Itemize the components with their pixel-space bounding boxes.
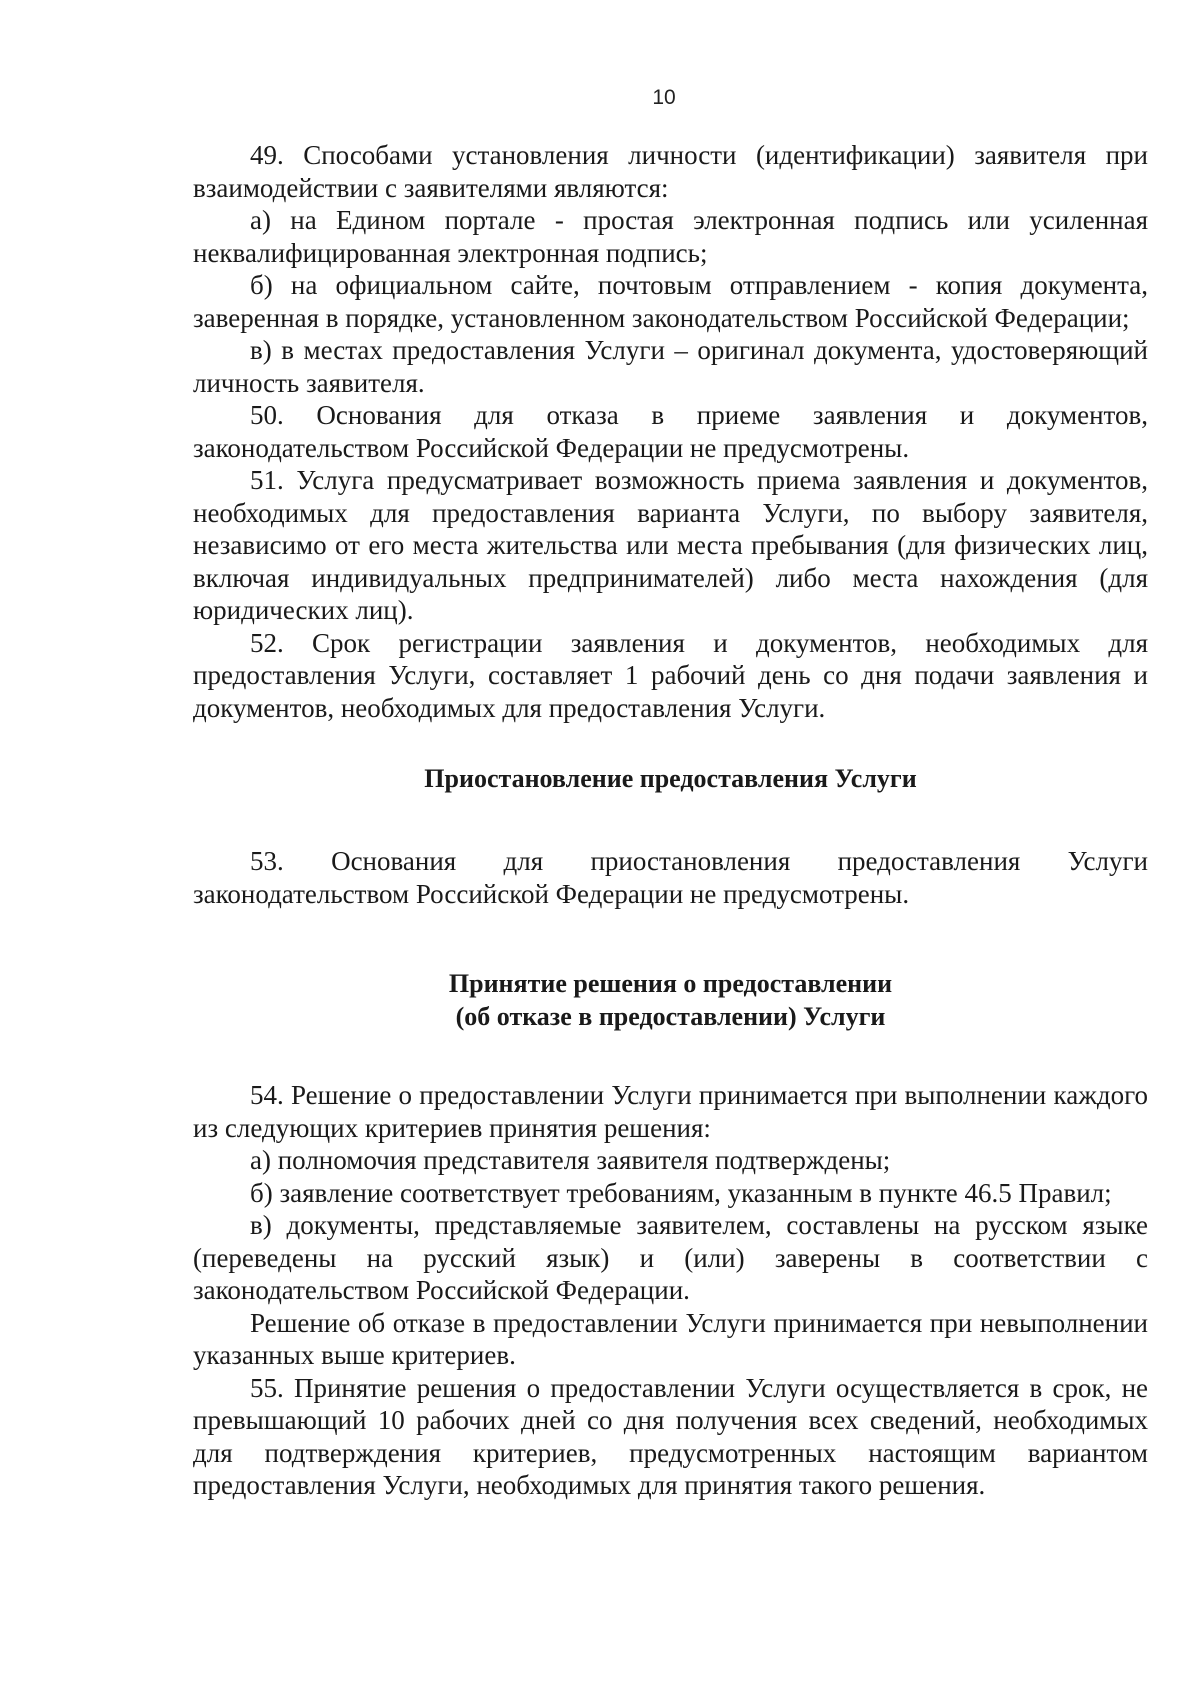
section-heading-decision-line-1: Принятие решения о предоставлении xyxy=(448,969,893,998)
item-53 xyxy=(193,845,1148,910)
paragraph-54-a: а) полномочия представителя заявителя подтверждены; xyxy=(250,1145,891,1175)
paragraph-52: 52. Срок регистрации заявления и документов, необходимых для предоставления Услуги, составляет 1 рабочий день со дня подачи заявления и документов, необходимых для предоставления Услуги. xyxy=(193,627,1148,723)
paragraph-49-b: б) на официальном сайте, почтовым отправлением - копия документа, заверенная в порядке, установленном законодательством Российской Федерации; xyxy=(193,270,1148,333)
paragraph-49-intro: 49. Способами установления личности (идентификации) заявителя при взаимодействии с заявителями являются: xyxy=(193,140,1148,203)
section-heading-decision-line-2: (об отказе в предоставлении) Услуги xyxy=(455,1001,886,1031)
paragraph-54-intro: 54. Решение о предоставлении Услуги принимается при выполнении каждого из следующих критериев принятия решения: xyxy=(193,1080,1148,1143)
paragraph-49-v: в) в местах предоставления Услуги – оригинал документа, удостоверяющий личность заявителя. xyxy=(193,335,1148,398)
paragraph-53: 53. Основания для приостановления предоставления Услуги законодательством Российской Федерации не предусмотрены. xyxy=(193,846,1148,909)
items-49-52 xyxy=(193,139,1148,724)
section-heading-suspension-wrap xyxy=(193,763,1148,796)
section-heading-suspension: Приостановление предоставления Услуги xyxy=(424,764,917,793)
paragraph-55: 55. Принятие решения о предоставлении Услуги осуществляется в срок, не превышающий 10 рабочих дней со дня получения всех сведений, необходимых для подтверждения критериев, предусмотренных настоящим вариантом предоставления Услуги, необходимых для принятия такого решения. xyxy=(193,1372,1148,1500)
page-number: 10 xyxy=(652,86,676,109)
paragraph-54-v: в) документы, представляемые заявителем, составлены на русском языке (переведены на русский язык) и (или) заверены в соответствии с законодательством Российской Федерации. xyxy=(193,1210,1148,1305)
paragraph-51: 51. Услуга предусматривает возможность приема заявления и документов, необходимых для предоставления варианта Услуги, по выбору заявителя, независимо от его места жительства или места пребывания (для физических лиц, включая индивидуальных предпринимателей) либо места нахождения (для юридических лиц). xyxy=(193,465,1148,625)
paragraph-50: 50. Основания для отказа в приеме заявления и документов, законодательством Российской Федерации не предусмотрены. xyxy=(193,400,1148,463)
items-54-55 xyxy=(193,1079,1148,1502)
paragraph-49-a: а) на Едином портале - простая электронная подпись или усиленная неквалифицированная электронная подпись; xyxy=(193,205,1148,268)
paragraph-54-b: б) заявление соответствует требованиям, указанным в пункте 46.5 Правил; xyxy=(250,1177,1112,1208)
paragraph-54-refusal: Решение об отказе в предоставлении Услуги принимается при невыполнении указанных выше критериев. xyxy=(193,1307,1148,1370)
section-heading-decision-wrap xyxy=(193,968,1148,1033)
